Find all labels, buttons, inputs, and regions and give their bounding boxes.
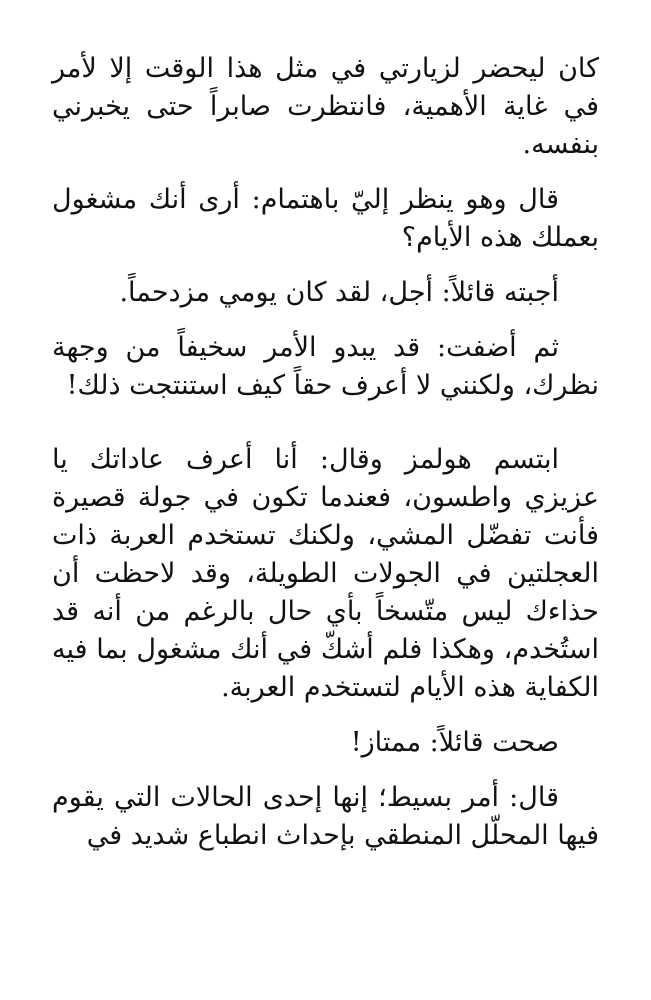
paragraph-holmes-simple: قال: أمر بسيط؛ إنها إحدى الحالات التي يقوم فيها المحلّل المنطقي بإحداث انطباع شديد في: [52, 782, 599, 851]
paragraph-watson-exclaim: صحت قائلاً: ممتاز!: [350, 727, 559, 758]
paragraph-holmes-explanation: ابتسم هولمز وقال: أنا أعرف عاداتك يا عزيزي واطسون، فعندما تكون في جولة قصيرة فأنت تفضّل المشي، ولكنك تستخدم العربة ذات العجلتين في الجولات الطويلة، وقد لاحظت أن حذاءك ليس متّسخاً بأي حال بالرغم من أنه قد استُخدم، وهكذا فلم أشكّ في أنك مشغول بما فيه الكفاية هذه الأيام لتستخدم العربة.: [52, 444, 599, 703]
paragraph-watson-addition: ثم أضفت: قد يبدو الأمر سخيفاً من وجهة نظرك، ولكنني لا أعرف حقاً كيف استنتجت ذلك!: [52, 332, 599, 401]
paragraph-watson-reply: أجبته قائلاً: أجل، لقد كان يومي مزدحماً.: [119, 277, 559, 308]
paragraph-continuation: كان ليحضر لزيارتي في مثل هذا الوقت إلا لأمر في غاية الأهمية، فانتظرت صابراً حتى يخبرني بنفسه.: [52, 53, 599, 160]
paragraph-holmes-question: قال وهو ينظر إليّ باهتمام: أرى أنك مشغول بعملك هذه الأيام؟: [52, 184, 599, 253]
